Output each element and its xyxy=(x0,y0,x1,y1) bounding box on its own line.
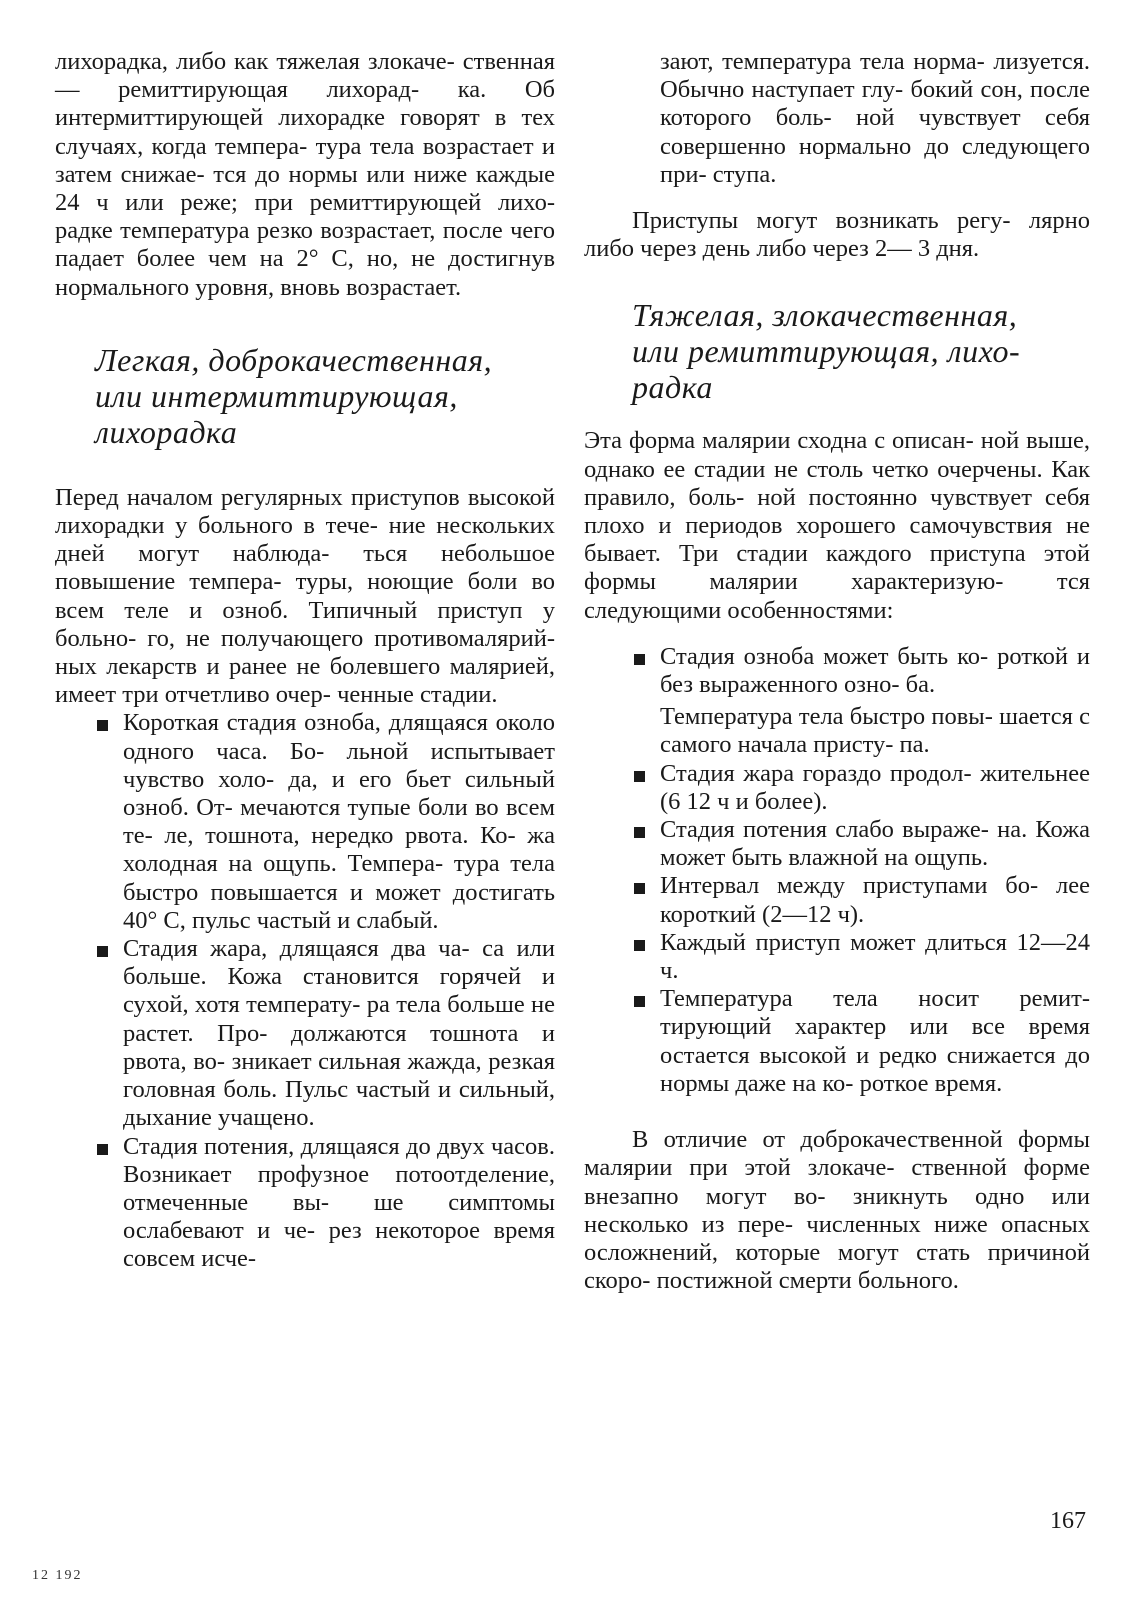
sheet-signature: 12 192 xyxy=(32,1568,83,1583)
list-item: Стадия жара, длящаяся два ча- са или больше. Кожа становится горячей и сухой, хотя температу- ра тела больше не растет. Про- должаются тошнота и рвота, во- зникает сильная жажда, резкая головная боль. Пульс частый и сильный, дыхание учащено. xyxy=(95,935,555,1132)
malignant-features-list xyxy=(632,643,1090,1098)
square-bullet-icon xyxy=(634,940,645,951)
page-number: 167 xyxy=(1050,1508,1086,1534)
square-bullet-icon xyxy=(97,946,108,957)
list-item: Стадия потения, длящаяся до двух часов. Возникает профузное потоотделение, отмеченные вы- ше симптомы ослабевают и че- рез некоторое время совсем исче- xyxy=(95,1133,555,1274)
list-item: зают, температура тела норма- лизуется. Обычно наступает глу- бокий сон, после которого боль- ной чувствует себя совершенно нормально до следующего при- ступа. xyxy=(660,48,1090,188)
list-item: Температура тела носит ремит- тирующий характер или все время остается высокой и редко снижается до нормы даже на ко- роткое время. xyxy=(632,985,1090,1098)
list-item: Стадия жара гораздо продол- жительнее (6 12 ч и более). xyxy=(632,760,1090,816)
list-item: Интервал между приступами бо- лее короткий (2—12 ч). xyxy=(632,872,1090,928)
square-bullet-icon xyxy=(634,771,645,782)
right-column xyxy=(584,48,1090,1295)
benign-stages-list xyxy=(95,709,555,1273)
left-column xyxy=(55,48,555,1274)
section-heading-malignant-fever: Тяжелая, злокачественная, или ремиттирующая, лихо- радка xyxy=(632,297,1021,406)
square-bullet-icon xyxy=(97,1144,108,1155)
square-bullet-icon xyxy=(97,720,108,731)
section-heading-benign-fever: Легкая, доброкачественная, или интермиттирующая, лихорадка xyxy=(95,341,493,450)
malignant-fever-paragraph: Эта форма малярии сходна с описан- ной выше, однако ее стадии не столь четко очерчены. Как правило, боль- ной постоянно чувствует себя плохо и периодов хорошего самочувствия не бывает. Три стадии каждого приступа этой формы малярии характеризую- тся следующими особенностями: xyxy=(584,427,1091,624)
square-bullet-icon xyxy=(634,654,645,665)
list-item: Стадия потения слабо выраже- на. Кожа может быть влажной на ощупь. xyxy=(632,816,1090,872)
square-bullet-icon xyxy=(634,996,645,1007)
list-item: Каждый приступ может длиться 12—24 ч. xyxy=(632,929,1090,985)
square-bullet-icon xyxy=(634,827,645,838)
intro-paragraph: лихорадка, либо как тяжелая злокаче- ственная — ремиттирующая лихорад- ка. Об интермиттирующей лихорадке говорят в тех случаях, когда темпера- тура тела возрастает и затем снижае- тся до нормы или ниже каждые 24 ч или реже; при ремиттирующей лихо- радке температура резко возрастает, после чего падает более чем на 2° С, но, не достигнув нормального уровня, вновь возрастает. xyxy=(55,48,556,301)
benign-fever-paragraph: Перед началом регулярных приступов высокой лихорадки у больного в тече- ние нескольких дней могут наблюда- ться небольшое повышение темпера- туры, ноющие боли во всем теле и озноб. Типичный приступ у больно- го, не получающего противомалярий- ных лекарств и ранее не болевшего малярией, имеет три отчетливо очер- ченные стадии. xyxy=(55,483,556,709)
closing-paragraph: В отличие от доброкачественной формы малярии при этой злокаче- ственной форме внезапно могут во- зникнуть одно или несколько из пере- численных ниже опасных осложнений, которые могут стать причиной скоро- постижной смерти больного. xyxy=(584,1126,1091,1295)
continued-list-item xyxy=(632,48,1090,189)
list-item-note: Температура тела быстро повы- шается с самого начала присту- па. xyxy=(660,703,1090,759)
list-item: Короткая стадия озноба, длящаяся около одного часа. Бо- льной испытывает чувство холо- да, и его бьет сильный озноб. От- мечаются тупые боли во всем те- ле, тошнота, нередко рвота. Ко- жа холодная на ощупь. Темпера- тура тела быстро повышается и может достигать 40° С, пульс частый и слабый. xyxy=(95,709,555,935)
attack-frequency-paragraph: Приступы могут возникать регу- лярно либо через день либо через 2— 3 дня. xyxy=(584,207,1091,263)
square-bullet-icon xyxy=(634,883,645,894)
list-item: Стадия озноба может быть ко- роткой и без выраженного озно- ба. Температура тела быстро повы- шается с самого начала присту- па. xyxy=(632,643,1090,760)
